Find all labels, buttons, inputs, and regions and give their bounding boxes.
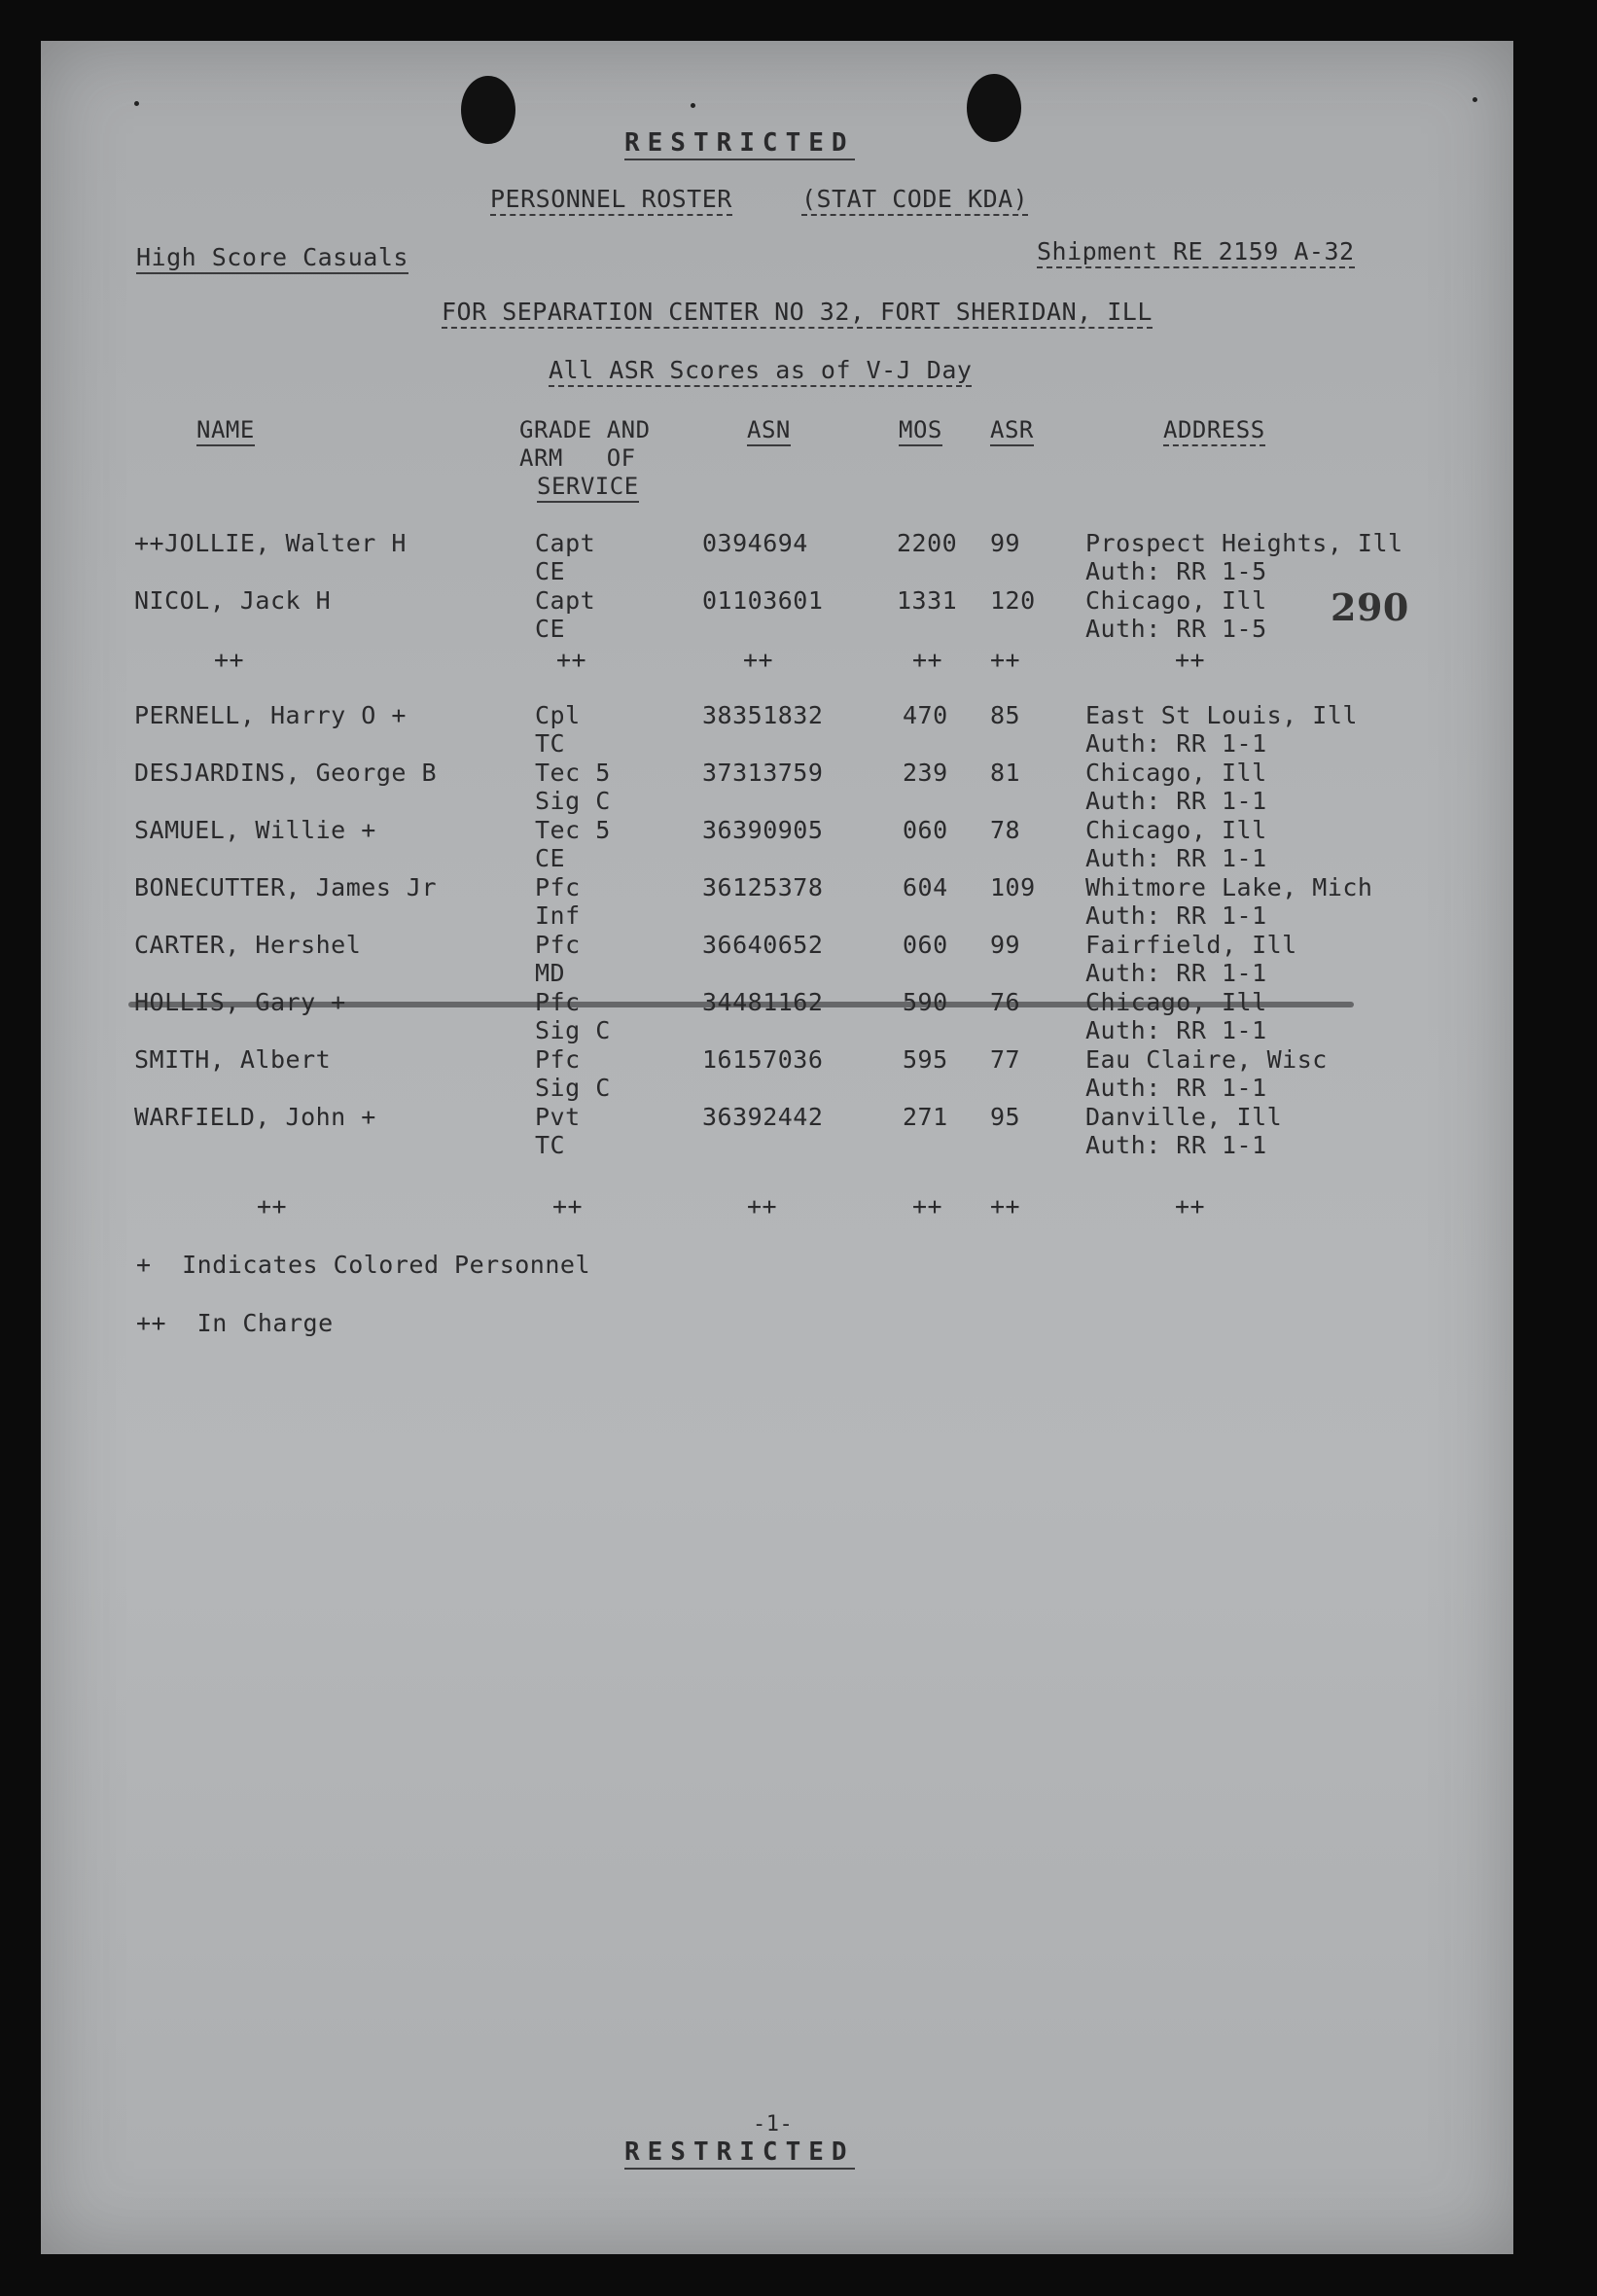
row-mos: 595 [903,1045,948,1074]
row-address: Fairfield, Ill [1085,931,1297,959]
row-asr: 81 [990,759,1021,787]
separator-mark: ++ [1175,1192,1206,1220]
row-arm: CE [535,615,566,643]
row-asn: 37313759 [702,759,824,787]
row-grade: Pfc [535,931,581,959]
col-header-grade-line2: ARM OF [519,444,636,472]
roster-title-text: PERSONNEL ROSTER [490,185,732,216]
row-auth: Auth: RR 1-1 [1085,729,1267,758]
col-header-asn: ASN [747,416,791,443]
row-auth: Auth: RR 1-1 [1085,787,1267,815]
punch-hole-right [967,74,1021,142]
separator-mark: ++ [257,1192,288,1220]
row-asr: 77 [990,1045,1021,1074]
row-arm: CE [535,557,566,585]
row-address: Danville, Ill [1085,1103,1283,1131]
separator-mark: ++ [1175,646,1206,674]
row-asn: 01103601 [702,586,824,615]
col-header-mos: MOS [899,416,942,443]
page-number: -1- [753,2112,794,2137]
row-auth: Auth: RR 1-5 [1085,557,1267,585]
row-arm: TC [535,1131,566,1159]
legend-item [136,1251,590,1279]
row-grade: Tec 5 [535,816,611,844]
classification-top: RESTRICTED [624,128,855,158]
row-arm: TC [535,729,566,758]
row-auth: Auth: RR 1-1 [1085,901,1267,930]
row-grade: Pfc [535,873,581,901]
col-header-name: NAME [196,416,255,443]
row-address: Chicago, Ill [1085,759,1267,787]
scores-note: All ASR Scores as of V-J Day [549,356,972,384]
row-address: East St Louis, Ill [1085,701,1358,729]
separator-mark: ++ [990,646,1021,674]
row-mos: 060 [903,816,948,844]
row-arm: Sig C [535,787,611,815]
row-grade: Pvt [535,1103,581,1131]
row-asr: 99 [990,931,1021,959]
row-name: ++JOLLIE, Walter H [134,529,407,557]
col-header-grade-line1: GRADE AND [519,416,651,443]
separator-row [41,1192,1513,1249]
row-auth: Auth: RR 1-1 [1085,1074,1267,1102]
row-asr: 85 [990,701,1021,729]
row-mos: 1331 [897,586,958,615]
row-name: PERNELL, Harry O + [134,701,407,729]
separator-mark: ++ [556,646,587,674]
row-name: SAMUEL, Willie + [134,816,376,844]
separator-mark: ++ [552,1192,584,1220]
row-auth: Auth: RR 1-1 [1085,1016,1267,1044]
row-arm: Inf [535,901,581,930]
row-grade: Tec 5 [535,759,611,787]
row-mos: 271 [903,1103,948,1131]
row-auth: Auth: RR 1-1 [1085,959,1267,987]
shipment-label: Shipment RE 2159 A-32 [1037,237,1355,265]
col-header-grade [519,416,651,501]
handwritten-number: 290 [1331,585,1409,629]
document-page [41,41,1513,2254]
row-asn: 38351832 [702,701,824,729]
roster-row [41,1103,1513,1159]
punch-hole-left [461,76,515,144]
row-auth: Auth: RR 1-1 [1085,844,1267,872]
roster-row [41,988,1513,1044]
row-mos: 2200 [897,529,958,557]
row-mos: 470 [903,701,948,729]
separator-mark: ++ [912,646,943,674]
row-asn: 36125378 [702,873,824,901]
row-address: Whitmore Lake, Mich [1085,873,1373,901]
legend-symbol: + [136,1251,152,1279]
row-address: Chicago, Ill [1085,586,1267,615]
roster-row [41,529,1513,585]
ink-speck [134,101,139,106]
row-asn: 36390905 [702,816,824,844]
legend-text: Indicates Colored Personnel [182,1251,591,1279]
row-grade: Pfc [535,1045,581,1074]
row-mos: 604 [903,873,948,901]
separator-row [41,646,1513,702]
separator-mark: ++ [743,646,774,674]
roster-row [41,759,1513,815]
row-arm: MD [535,959,566,987]
row-asn: 36640652 [702,931,824,959]
row-address: Eau Claire, Wisc [1085,1045,1328,1074]
row-asn: 36392442 [702,1103,824,1131]
destination-line: FOR SEPARATION CENTER NO 32, FORT SHERIDAN, ILL [442,298,1153,326]
col-header-asr: ASR [990,416,1034,443]
separator-mark: ++ [990,1192,1021,1220]
roster-row [41,701,1513,758]
ink-speck [1473,97,1477,102]
ink-speck [691,103,695,108]
row-name: NICOL, Jack H [134,586,332,615]
separator-mark: ++ [912,1192,943,1220]
row-asr: 109 [990,873,1036,901]
col-header-address: ADDRESS [1163,416,1265,443]
roster-title [490,185,1028,213]
classification-bottom: RESTRICTED [624,2137,855,2167]
row-asr: 95 [990,1103,1021,1131]
row-mos: 239 [903,759,948,787]
row-grade: Cpl [535,701,581,729]
row-grade: Capt [535,586,596,615]
roster-row [41,586,1513,643]
row-name: CARTER, Hershel [134,931,362,959]
row-asn: 16157036 [702,1045,824,1074]
row-address: Prospect Heights, Ill [1085,529,1403,557]
roster-row [41,816,1513,872]
row-address: Chicago, Ill [1085,816,1267,844]
row-asr: 120 [990,586,1036,615]
row-arm: Sig C [535,1074,611,1102]
row-asr: 99 [990,529,1021,557]
row-mos: 060 [903,931,948,959]
roster-row [41,931,1513,987]
row-name: SMITH, Albert [134,1045,332,1074]
col-header-grade-line3: SERVICE [537,473,639,503]
separator-mark: ++ [747,1192,778,1220]
roster-row [41,873,1513,930]
roster-row [41,1045,1513,1102]
row-name: DESJARDINS, George B [134,759,438,787]
separator-mark: ++ [214,646,245,674]
row-asr: 78 [990,816,1021,844]
stat-code: (STAT CODE KDA) [801,185,1028,216]
row-asn: 0394694 [702,529,808,557]
row-grade: Capt [535,529,596,557]
group-label: High Score Casuals [136,243,408,271]
row-auth: Auth: RR 1-5 [1085,615,1267,643]
row-arm: CE [535,844,566,872]
row-auth: Auth: RR 1-1 [1085,1131,1267,1159]
row-arm: Sig C [535,1016,611,1044]
row-name: BONECUTTER, James Jr [134,873,438,901]
row-name: WARFIELD, John + [134,1103,376,1131]
legend-symbol: ++ [136,1309,167,1337]
legend-text: In Charge [196,1309,334,1337]
legend-item [136,1309,334,1337]
strikethrough-line [128,1002,1354,1007]
